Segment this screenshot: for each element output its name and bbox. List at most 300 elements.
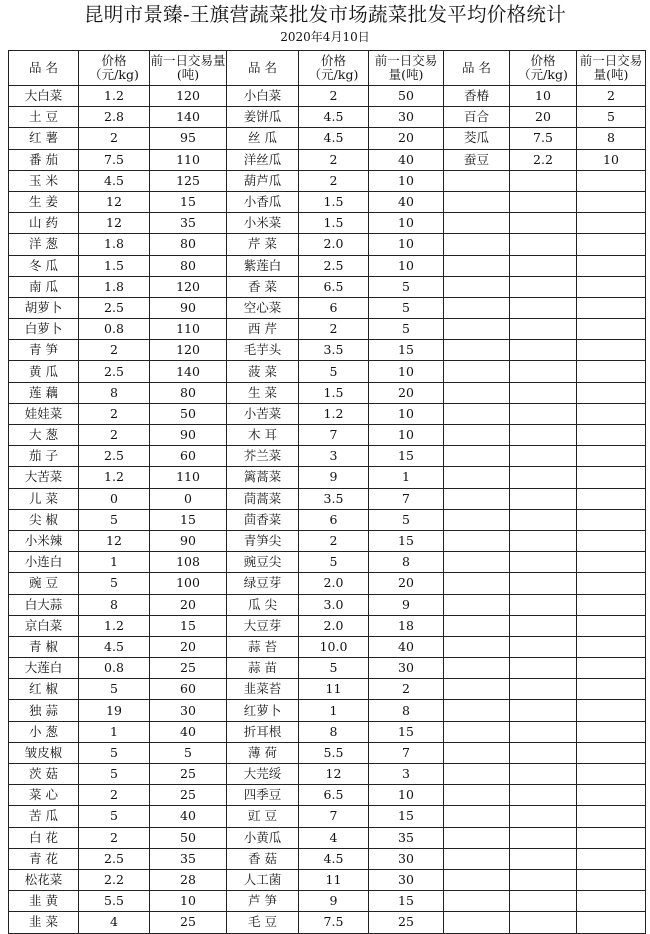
cell-price: 5.5 xyxy=(79,891,150,912)
cell-price: 4.5 xyxy=(79,170,150,191)
cell-volume: 35 xyxy=(150,848,227,869)
cell-volume: 8 xyxy=(369,552,444,573)
cell-name: 木 耳 xyxy=(227,425,299,446)
cell-price: 11 xyxy=(299,869,369,890)
table-row xyxy=(9,86,646,107)
cell-volume: 90 xyxy=(150,530,227,551)
cell-price: 1.8 xyxy=(79,234,150,255)
cell-price: 1.8 xyxy=(79,276,150,297)
cell-volume: 80 xyxy=(150,382,227,403)
cell-name: 韭 菜 xyxy=(9,912,79,933)
cell-volume: 8 xyxy=(369,700,444,721)
cell-volume: 0 xyxy=(150,488,227,509)
cell-name: 百合 xyxy=(444,107,510,128)
cell-name: 香 菜 xyxy=(227,276,299,297)
cell-price: 11 xyxy=(299,679,369,700)
cell-name: 菜 心 xyxy=(9,785,79,806)
table-row xyxy=(9,403,646,424)
cell-price: 5 xyxy=(79,679,150,700)
header-volume-3: 前一日交易量(吨) xyxy=(577,51,646,86)
table-row xyxy=(9,594,646,615)
cell-name: 篱蒿菜 xyxy=(227,467,299,488)
empty-cell xyxy=(577,191,646,212)
empty-cell xyxy=(577,700,646,721)
header-row xyxy=(9,51,646,86)
table-row xyxy=(9,234,646,255)
cell-price: 7.5 xyxy=(79,149,150,170)
cell-volume: 40 xyxy=(369,149,444,170)
cell-name: 葫芦瓜 xyxy=(227,170,299,191)
cell-volume: 15 xyxy=(369,891,444,912)
cell-volume: 10 xyxy=(369,403,444,424)
cell-name: 洋丝瓜 xyxy=(227,149,299,170)
empty-cell xyxy=(444,467,510,488)
cell-name: 洋 葱 xyxy=(9,234,79,255)
cell-volume: 3 xyxy=(369,764,444,785)
empty-cell xyxy=(577,912,646,933)
cell-volume: 30 xyxy=(369,848,444,869)
cell-name: 青 笋 xyxy=(9,340,79,361)
table-row xyxy=(9,615,646,636)
empty-cell xyxy=(577,509,646,530)
empty-cell xyxy=(577,467,646,488)
cell-name: 西 芹 xyxy=(227,319,299,340)
empty-cell xyxy=(510,679,577,700)
cell-volume: 10 xyxy=(369,255,444,276)
empty-cell xyxy=(444,594,510,615)
empty-cell xyxy=(510,891,577,912)
cell-volume: 40 xyxy=(369,636,444,657)
cell-price: 1.5 xyxy=(299,191,369,212)
cell-price: 5 xyxy=(79,573,150,594)
empty-cell xyxy=(510,721,577,742)
empty-cell xyxy=(444,276,510,297)
cell-price: 2 xyxy=(299,170,369,191)
empty-cell xyxy=(510,446,577,467)
cell-name: 山 药 xyxy=(9,213,79,234)
cell-name: 红 椒 xyxy=(9,679,79,700)
empty-cell xyxy=(577,869,646,890)
cell-name: 京白菜 xyxy=(9,615,79,636)
cell-volume: 40 xyxy=(150,721,227,742)
cell-name: 小米辣 xyxy=(9,530,79,551)
cell-name: 毛芋头 xyxy=(227,340,299,361)
empty-cell xyxy=(444,848,510,869)
cell-name: 皱皮椒 xyxy=(9,742,79,763)
empty-cell xyxy=(510,658,577,679)
cell-name: 茴香菜 xyxy=(227,509,299,530)
empty-cell xyxy=(510,700,577,721)
cell-price: 2.5 xyxy=(79,446,150,467)
cell-name: 空心菜 xyxy=(227,297,299,318)
empty-cell xyxy=(510,488,577,509)
cell-name: 小苦菜 xyxy=(227,403,299,424)
cell-price: 7 xyxy=(299,425,369,446)
cell-price: 1.5 xyxy=(299,213,369,234)
empty-cell xyxy=(510,530,577,551)
table-row xyxy=(9,425,646,446)
cell-volume: 30 xyxy=(369,658,444,679)
table-row xyxy=(9,912,646,933)
empty-cell xyxy=(577,785,646,806)
empty-cell xyxy=(510,425,577,446)
cell-price: 6.5 xyxy=(299,785,369,806)
cell-name: 大白菜 xyxy=(9,86,79,107)
empty-cell xyxy=(510,636,577,657)
cell-name: 黄 瓜 xyxy=(9,361,79,382)
empty-cell xyxy=(577,848,646,869)
empty-cell xyxy=(444,425,510,446)
empty-cell xyxy=(444,700,510,721)
cell-volume: 108 xyxy=(150,552,227,573)
table-body xyxy=(9,86,646,934)
cell-volume: 20 xyxy=(150,636,227,657)
cell-name: 大苦菜 xyxy=(9,467,79,488)
cell-name: 青 花 xyxy=(9,848,79,869)
cell-name: 玉 米 xyxy=(9,170,79,191)
cell-volume: 15 xyxy=(369,721,444,742)
cell-volume: 30 xyxy=(150,700,227,721)
cell-price: 8 xyxy=(79,382,150,403)
empty-cell xyxy=(444,806,510,827)
cell-name: 莲 藕 xyxy=(9,382,79,403)
empty-cell xyxy=(444,382,510,403)
cell-volume: 10 xyxy=(577,149,646,170)
cell-price: 2.5 xyxy=(79,848,150,869)
table-row xyxy=(9,658,646,679)
cell-volume: 10 xyxy=(369,785,444,806)
cell-name: 小白菜 xyxy=(227,86,299,107)
empty-cell xyxy=(444,552,510,573)
cell-name: 芹 菜 xyxy=(227,234,299,255)
cell-price: 0.8 xyxy=(79,319,150,340)
cell-volume: 110 xyxy=(150,319,227,340)
cell-volume: 10 xyxy=(369,234,444,255)
empty-cell xyxy=(577,806,646,827)
cell-name: 土 豆 xyxy=(9,107,79,128)
cell-price: 2.5 xyxy=(299,255,369,276)
cell-price: 2 xyxy=(79,827,150,848)
table-row xyxy=(9,446,646,467)
cell-name: 豌豆尖 xyxy=(227,552,299,573)
cell-price: 5 xyxy=(299,552,369,573)
cell-volume: 50 xyxy=(369,86,444,107)
empty-cell xyxy=(577,382,646,403)
empty-cell xyxy=(444,615,510,636)
cell-volume: 60 xyxy=(150,679,227,700)
cell-volume: 7 xyxy=(369,488,444,509)
empty-cell xyxy=(444,319,510,340)
cell-volume: 40 xyxy=(150,806,227,827)
table-row xyxy=(9,764,646,785)
table-row xyxy=(9,361,646,382)
cell-name: 蚕豆 xyxy=(444,149,510,170)
empty-cell xyxy=(444,764,510,785)
table-row xyxy=(9,891,646,912)
cell-volume: 140 xyxy=(150,361,227,382)
cell-price: 4.5 xyxy=(299,107,369,128)
cell-volume: 15 xyxy=(369,806,444,827)
cell-price: 4.5 xyxy=(299,848,369,869)
cell-price: 2.0 xyxy=(299,234,369,255)
cell-name: 姜饼瓜 xyxy=(227,107,299,128)
empty-cell xyxy=(510,509,577,530)
cell-volume: 5 xyxy=(369,319,444,340)
cell-volume: 5 xyxy=(369,297,444,318)
cell-volume: 90 xyxy=(150,425,227,446)
cell-name: 娃娃菜 xyxy=(9,403,79,424)
empty-cell xyxy=(510,785,577,806)
cell-volume: 80 xyxy=(150,255,227,276)
cell-price: 2 xyxy=(79,403,150,424)
cell-volume: 90 xyxy=(150,297,227,318)
cell-price: 10 xyxy=(510,86,577,107)
empty-cell xyxy=(444,170,510,191)
cell-price: 2 xyxy=(79,425,150,446)
empty-cell xyxy=(444,636,510,657)
empty-cell xyxy=(444,191,510,212)
cell-price: 9 xyxy=(299,467,369,488)
report-date: 2020年4月10日 xyxy=(280,30,370,44)
table-row xyxy=(9,213,646,234)
cell-name: 青笋尖 xyxy=(227,530,299,551)
cell-name: 香 菇 xyxy=(227,848,299,869)
cell-volume: 20 xyxy=(369,573,444,594)
cell-volume: 15 xyxy=(150,615,227,636)
cell-price: 2.0 xyxy=(299,573,369,594)
cell-name: 儿 菜 xyxy=(9,488,79,509)
header-volume-1: 前一日交易量(吨) xyxy=(150,51,227,86)
cell-price: 2 xyxy=(79,785,150,806)
cell-price: 4 xyxy=(79,912,150,933)
cell-volume: 10 xyxy=(369,425,444,446)
cell-volume: 110 xyxy=(150,467,227,488)
cell-volume: 25 xyxy=(150,785,227,806)
empty-cell xyxy=(444,297,510,318)
cell-volume: 140 xyxy=(150,107,227,128)
empty-cell xyxy=(510,764,577,785)
header-volume-2: 前一日交易量(吨) xyxy=(369,51,444,86)
cell-price: 6.5 xyxy=(299,276,369,297)
header-name-1: 品 名 xyxy=(9,51,79,86)
cell-name: 小米菜 xyxy=(227,213,299,234)
cell-price: 5 xyxy=(299,361,369,382)
empty-cell xyxy=(444,255,510,276)
cell-price: 2.2 xyxy=(510,149,577,170)
empty-cell xyxy=(510,403,577,424)
empty-cell xyxy=(577,234,646,255)
cell-volume: 8 xyxy=(577,128,646,149)
cell-price: 12 xyxy=(79,191,150,212)
cell-volume: 35 xyxy=(369,827,444,848)
cell-price: 6 xyxy=(299,297,369,318)
empty-cell xyxy=(510,213,577,234)
cell-name: 大芫绥 xyxy=(227,764,299,785)
empty-cell xyxy=(510,827,577,848)
table-row xyxy=(9,255,646,276)
header-price-2: 价格（元/kg) xyxy=(299,51,369,86)
cell-volume: 15 xyxy=(369,340,444,361)
empty-cell xyxy=(510,742,577,763)
table-row xyxy=(9,806,646,827)
cell-name: 小香瓜 xyxy=(227,191,299,212)
empty-cell xyxy=(444,785,510,806)
cell-price: 20 xyxy=(510,107,577,128)
cell-price: 0.8 xyxy=(79,658,150,679)
table-row xyxy=(9,636,646,657)
cell-volume: 25 xyxy=(150,912,227,933)
empty-cell xyxy=(510,467,577,488)
empty-cell xyxy=(444,658,510,679)
cell-name: 红 薯 xyxy=(9,128,79,149)
cell-volume: 10 xyxy=(150,891,227,912)
cell-volume: 9 xyxy=(369,594,444,615)
cell-price: 1.2 xyxy=(79,467,150,488)
cell-price: 1 xyxy=(299,700,369,721)
cell-price: 8 xyxy=(79,594,150,615)
cell-price: 1.2 xyxy=(299,403,369,424)
empty-cell xyxy=(510,806,577,827)
table-row xyxy=(9,552,646,573)
table-row xyxy=(9,742,646,763)
cell-volume: 2 xyxy=(577,86,646,107)
cell-volume: 95 xyxy=(150,128,227,149)
empty-cell xyxy=(444,742,510,763)
cell-name: 尖 椒 xyxy=(9,509,79,530)
empty-cell xyxy=(444,721,510,742)
empty-cell xyxy=(577,361,646,382)
cell-price: 4.5 xyxy=(79,636,150,657)
cell-name: 茭瓜 xyxy=(444,128,510,149)
table-row xyxy=(9,149,646,170)
cell-name: 白 花 xyxy=(9,827,79,848)
empty-cell xyxy=(577,764,646,785)
empty-cell xyxy=(577,170,646,191)
cell-price: 2.0 xyxy=(299,615,369,636)
empty-cell xyxy=(577,721,646,742)
cell-name: 苦 瓜 xyxy=(9,806,79,827)
cell-price: 1.2 xyxy=(79,86,150,107)
cell-volume: 120 xyxy=(150,340,227,361)
empty-cell xyxy=(444,446,510,467)
empty-cell xyxy=(510,848,577,869)
cell-volume: 125 xyxy=(150,170,227,191)
cell-price: 2.5 xyxy=(79,297,150,318)
empty-cell xyxy=(510,552,577,573)
cell-volume: 5 xyxy=(369,276,444,297)
cell-price: 5 xyxy=(79,806,150,827)
cell-price: 12 xyxy=(299,764,369,785)
cell-volume: 7 xyxy=(369,742,444,763)
cell-volume: 100 xyxy=(150,573,227,594)
cell-name: 毛 豆 xyxy=(227,912,299,933)
empty-cell xyxy=(444,361,510,382)
cell-volume: 60 xyxy=(150,446,227,467)
cell-price: 8 xyxy=(299,721,369,742)
cell-price: 2 xyxy=(299,86,369,107)
empty-cell xyxy=(444,573,510,594)
empty-cell xyxy=(444,827,510,848)
cell-volume: 25 xyxy=(150,658,227,679)
cell-price: 5.5 xyxy=(299,742,369,763)
empty-cell xyxy=(444,213,510,234)
empty-cell xyxy=(577,594,646,615)
cell-volume: 10 xyxy=(369,170,444,191)
empty-cell xyxy=(510,255,577,276)
cell-price: 1.2 xyxy=(79,615,150,636)
cell-name: 人工菌 xyxy=(227,869,299,890)
cell-name: 冬 瓜 xyxy=(9,255,79,276)
empty-cell xyxy=(444,509,510,530)
header-price-1: 价格（元/kg) xyxy=(79,51,150,86)
empty-cell xyxy=(577,530,646,551)
cell-price: 1.5 xyxy=(79,255,150,276)
cell-volume: 25 xyxy=(369,912,444,933)
cell-price: 2 xyxy=(79,340,150,361)
empty-cell xyxy=(577,297,646,318)
empty-cell xyxy=(577,742,646,763)
cell-volume: 5 xyxy=(577,107,646,128)
empty-cell xyxy=(577,573,646,594)
empty-cell xyxy=(577,425,646,446)
empty-cell xyxy=(444,869,510,890)
table-row xyxy=(9,382,646,403)
cell-volume: 15 xyxy=(369,530,444,551)
empty-cell xyxy=(444,488,510,509)
table-row xyxy=(9,721,646,742)
cell-volume: 30 xyxy=(369,107,444,128)
cell-name: 独 蒜 xyxy=(9,700,79,721)
empty-cell xyxy=(577,213,646,234)
cell-name: 芥兰菜 xyxy=(227,446,299,467)
cell-name: 丝 瓜 xyxy=(227,128,299,149)
cell-name: 大 葱 xyxy=(9,425,79,446)
page-title: 昆明市景臻-王旗营蔬菜批发市场蔬菜批发平均价格统计 xyxy=(83,3,567,26)
cell-volume: 15 xyxy=(150,509,227,530)
cell-volume: 15 xyxy=(369,446,444,467)
cell-volume: 20 xyxy=(369,382,444,403)
cell-name: 胡萝卜 xyxy=(9,297,79,318)
empty-cell xyxy=(577,319,646,340)
cell-price: 12 xyxy=(79,213,150,234)
cell-name: 红萝卜 xyxy=(227,700,299,721)
cell-price: 7.5 xyxy=(299,912,369,933)
cell-price: 2 xyxy=(299,530,369,551)
table-row xyxy=(9,573,646,594)
empty-cell xyxy=(510,382,577,403)
cell-price: 5 xyxy=(79,764,150,785)
table-row xyxy=(9,340,646,361)
cell-price: 19 xyxy=(79,700,150,721)
table-row xyxy=(9,297,646,318)
empty-cell xyxy=(510,297,577,318)
table-row xyxy=(9,467,646,488)
cell-price: 5 xyxy=(299,658,369,679)
empty-cell xyxy=(510,912,577,933)
cell-volume: 20 xyxy=(369,128,444,149)
cell-name: 松花菜 xyxy=(9,869,79,890)
cell-name: 小黄瓜 xyxy=(227,827,299,848)
table-row xyxy=(9,170,646,191)
empty-cell xyxy=(444,234,510,255)
cell-name: 茼蒿菜 xyxy=(227,488,299,509)
cell-price: 1 xyxy=(79,721,150,742)
cell-name: 韭菜苔 xyxy=(227,679,299,700)
cell-price: 7.5 xyxy=(510,128,577,149)
cell-volume: 20 xyxy=(150,594,227,615)
cell-name: 薄 荷 xyxy=(227,742,299,763)
empty-cell xyxy=(444,912,510,933)
